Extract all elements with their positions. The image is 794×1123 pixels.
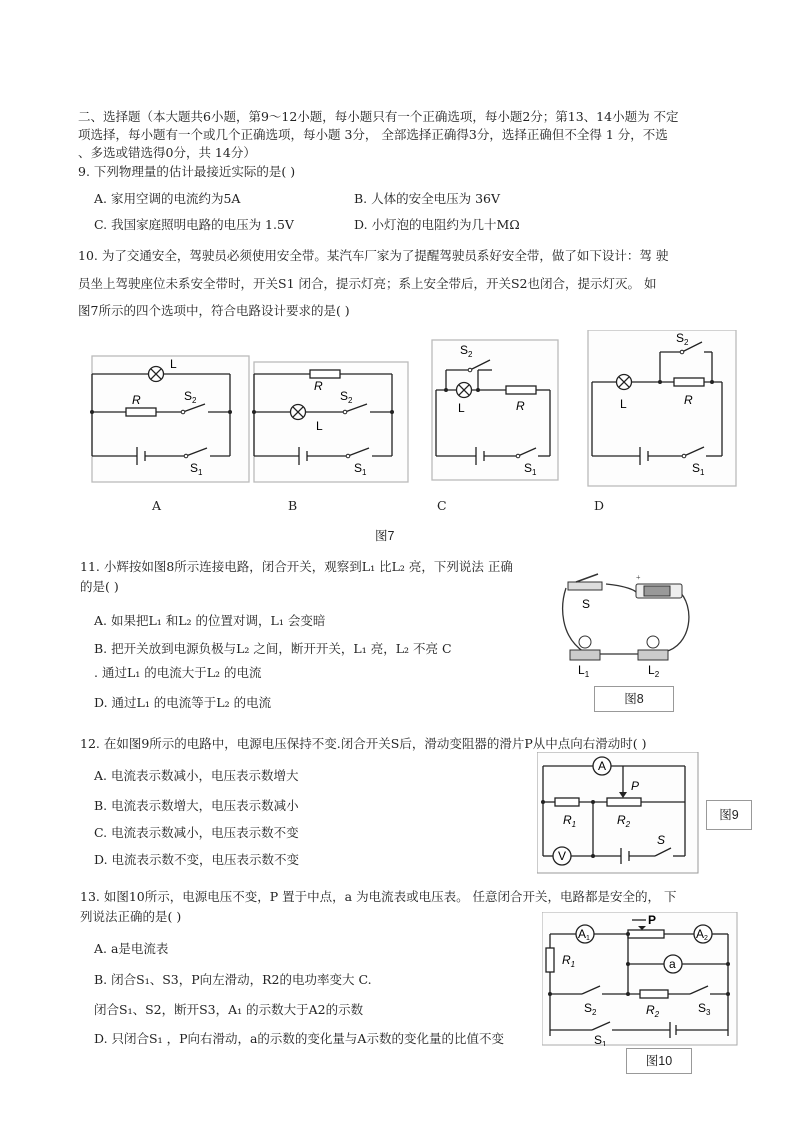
label-r: R (684, 393, 693, 407)
q9-option-a[interactable]: A. 家用空调的电流约为5A (94, 191, 241, 206)
circuit-c (432, 340, 558, 480)
label-r1: $R_1$ (562, 953, 576, 969)
label-s2: $S_2$ (184, 389, 197, 405)
label-v: V (558, 849, 567, 863)
label-l: L (620, 397, 627, 411)
q13-option-a[interactable]: A. a是电流表 (94, 941, 169, 956)
q10-option-d[interactable]: D (594, 498, 605, 513)
label-r2: $R_2$ (646, 1003, 660, 1019)
label-s2: $S_2$ (340, 389, 353, 405)
q10-stem-line1: 10. 为了交通安全，驾驶员必须使用安全带。某汽车厂家为了提醒驾驶员系好安全带，做了如下设计：驾 驶 (78, 248, 669, 263)
q9-stem: 9. 下列物理量的估计最接近实际的是( ) (78, 164, 296, 179)
figure-10-caption: 图10 (626, 1048, 692, 1074)
q13-option-b[interactable]: B. 闭合S₁、S3，P向左滑动，R2的电功率变大 C. (94, 972, 372, 987)
section-header-line3: 、多选或错选得0分，共 14分） (78, 145, 256, 160)
q13-stem-line2: 列说法正确的是( ) (80, 909, 182, 924)
section-header-line1: 二、选择题（本大题共6小题，第9～12小题，每小题只有一个正确选项，每小题2分；第13、14小题为 不定 (78, 109, 679, 124)
lamp-icon (457, 383, 472, 398)
label-s1: $S_1$ (692, 461, 705, 477)
label-l2: $L_2$ (648, 663, 660, 679)
label-r: R (132, 393, 141, 407)
label-a1: A1 (578, 927, 590, 942)
label-s1: $S_1$ (594, 1033, 607, 1046)
label-p: P (648, 913, 657, 927)
q13-stem-line1: 13. 如图10所示，电源电压不变，P 置于中点，a 为电流表或电压表。 任意闭合开关，电路都是安全的， 下 (80, 889, 677, 904)
label-s: S (582, 597, 591, 611)
label-r2: $R_2$ (617, 813, 631, 829)
label-l: L (316, 419, 323, 433)
q9-option-b[interactable]: B. 人体的安全电压为 36V (354, 191, 501, 206)
lamp-icon (617, 375, 632, 390)
circuit-b (254, 362, 408, 482)
label-s2: $S_2$ (584, 1001, 597, 1017)
label-r: R (314, 379, 323, 393)
q12-option-b[interactable]: B. 电流表示数增大，电压表示数减小 (94, 798, 299, 813)
label-l1: $L_1$ (578, 663, 590, 679)
lamp-icon (291, 405, 306, 420)
q10-stem-line3: 图7所示的四个选项中，符合电路设计要求的是( ) (78, 303, 350, 318)
q12-option-c[interactable]: C. 电流表示数减小，电压表示数不变 (94, 825, 299, 840)
q13-option-c[interactable]: 闭合S₁、S2，断开S3，A₁ 的示数大于A2的示数 (94, 1002, 364, 1017)
label-l: L (170, 357, 177, 371)
q11-option-d[interactable]: D. 通过L₁ 的电流等于L₂ 的电流 (94, 695, 272, 710)
figure-10-circuit (542, 912, 738, 1046)
label-s1: $S_1$ (524, 461, 537, 477)
label-s2: $S_2$ (676, 331, 689, 347)
label-s3: $S_3$ (698, 1001, 711, 1017)
svg-text:+: + (636, 573, 641, 582)
q11-stem-line2: 的是( ) (80, 579, 119, 594)
q9-option-c[interactable]: C. 我国家庭照明电路的电压为 1.5V (94, 217, 294, 232)
label-s1: $S_1$ (190, 461, 203, 477)
bulb-l2-icon (638, 636, 668, 660)
q10-option-b[interactable]: B (288, 498, 298, 513)
figure-9-circuit (537, 752, 699, 874)
q10-stem-line2: 员坐上驾驶座位未系安全带时，开关S1 闭合，提示灯亮；系上安全带后，开关S2也闭合，提示灯灭。 如 (78, 276, 657, 291)
label-r: R (516, 399, 525, 413)
q12-stem: 12. 在如图9所示的电路中，电源电压保持不变.闭合开关S后，滑动变阻器的滑片P从中点向右滑动时( ) (80, 736, 647, 751)
label-l: L (458, 401, 465, 415)
label-p: P (631, 779, 640, 793)
label-meter-a: a (669, 957, 676, 971)
label-s1: $S_1$ (354, 461, 367, 477)
q9-option-d[interactable]: D. 小灯泡的电阻约为几十MΩ (354, 217, 520, 232)
q10-option-a[interactable]: A (152, 498, 162, 513)
figure-8-circuit (556, 566, 696, 684)
label-s: S (657, 833, 666, 847)
label-a: A (598, 759, 607, 773)
bulb-l1-icon (570, 636, 600, 660)
figure-7-circuits (88, 330, 748, 490)
figure-8-caption: 图8 (594, 686, 674, 712)
circuit-d (588, 330, 736, 486)
figure-7-caption: 图7 (375, 529, 395, 543)
label-s2: $S_2$ (460, 343, 473, 359)
section-header-line2: 项选择，每小题有一个或几个正确选项，每小题 3分， 全部选择正确得3分，选择正确但不全得 1 分，不选 (78, 127, 668, 142)
q13-option-d[interactable]: D. 只闭合S₁ ，P向右滑动，a的示数的变化量与A示数的变化量的比值不变 (94, 1031, 504, 1046)
circuit-a (92, 356, 249, 482)
q12-option-a[interactable]: A. 电流表示数减小，电压表示数增大 (94, 768, 299, 783)
switch-icon (568, 574, 602, 590)
figure-9-caption: 图9 (706, 800, 752, 830)
q12-option-d[interactable]: D. 电流表示数不变，电压表示数不变 (94, 852, 300, 867)
battery-icon (636, 573, 682, 598)
q11-option-b[interactable]: B. 把开关放到电源负极与L₂ 之间，断开开关，L₁ 亮，L₂ 不亮 C (94, 641, 452, 656)
label-a2: A2 (696, 927, 708, 942)
label-r1: $R_1$ (563, 813, 577, 829)
q11-option-a[interactable]: A. 如果把L₁ 和L₂ 的位置对调，L₁ 会变暗 (94, 613, 326, 628)
q11-option-c[interactable]: . 通过L₁ 的电流大于L₂ 的电流 (94, 665, 262, 680)
q10-option-c[interactable]: C (437, 498, 447, 513)
q11-stem-line1: 11. 小辉按如图8所示连接电路，闭合开关，观察到L₁ 比L₂ 亮，下列说法 正确 (80, 559, 513, 574)
lamp-icon (149, 367, 164, 382)
